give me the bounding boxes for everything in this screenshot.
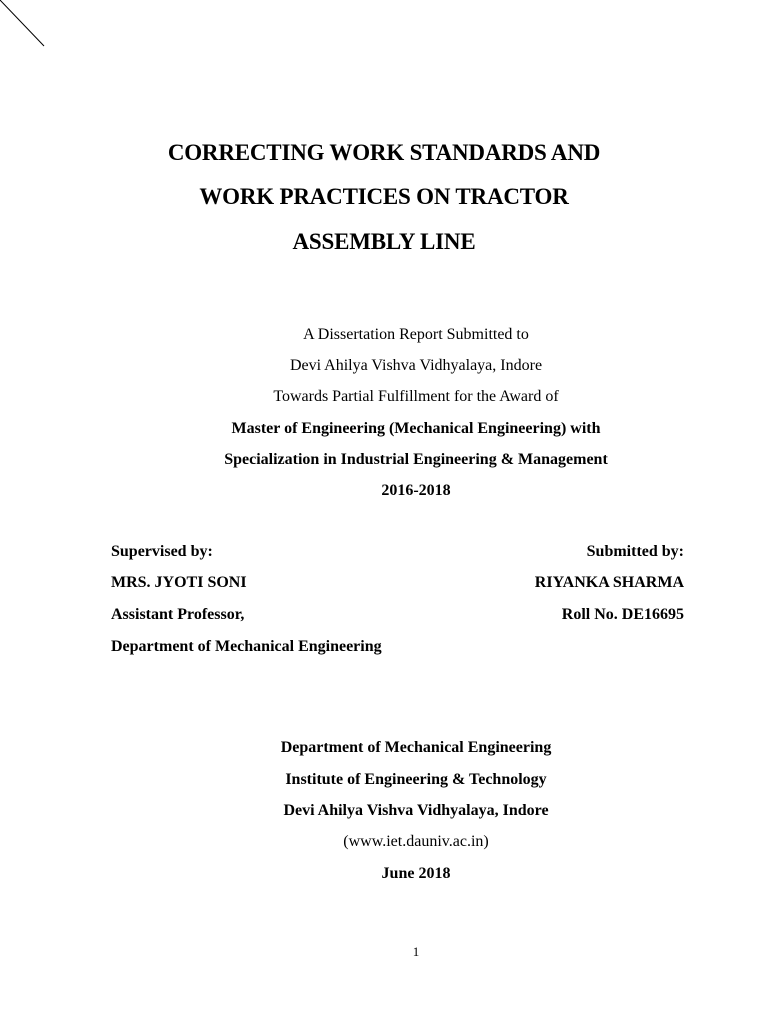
corner-fold-line [0, 0, 50, 50]
academic-years: 2016-2018 [381, 482, 451, 499]
submitted-by-label: Submitted by: [586, 543, 684, 560]
page-number: 1 [412, 944, 420, 959]
institution-name: Institute of Engineering & Technology [285, 771, 547, 788]
submitter-name: RIYANKA SHARMA [534, 574, 684, 591]
submission-line-2: Devi Ahilya Vishva Vidhyalaya, Indore [289, 357, 543, 374]
submission-date: June 2018 [381, 865, 451, 882]
degree-line-1: Master of Engineering (Mechanical Engineering) with [231, 420, 601, 437]
degree-line-2: Specialization in Industrial Engineering & Management [224, 451, 608, 468]
institution-department: Department of Mechanical Engineering [280, 739, 552, 756]
title-line-2: WORK PRACTICES ON TRACTOR [199, 184, 569, 209]
supervisor-name: MRS. JYOTI SONI [111, 574, 247, 591]
university-name: Devi Ahilya Vishva Vidhyalaya, Indore [283, 802, 549, 819]
title-line-1: CORRECTING WORK STANDARDS AND [167, 140, 601, 165]
supervisor-department: Department of Mechanical Engineering [111, 638, 382, 655]
submission-line-3: Towards Partial Fulfillment for the Award of [273, 388, 559, 405]
institution-website: (www.iet.dauniv.ac.in) [343, 833, 489, 850]
submission-line-1: A Dissertation Report Submitted to [303, 326, 529, 343]
submitter-roll-number: Roll No. DE16695 [561, 606, 684, 623]
title-line-3: ASSEMBLY LINE [292, 229, 476, 254]
supervisor-designation: Assistant Professor, [111, 606, 245, 623]
supervised-by-label: Supervised by: [111, 543, 213, 560]
